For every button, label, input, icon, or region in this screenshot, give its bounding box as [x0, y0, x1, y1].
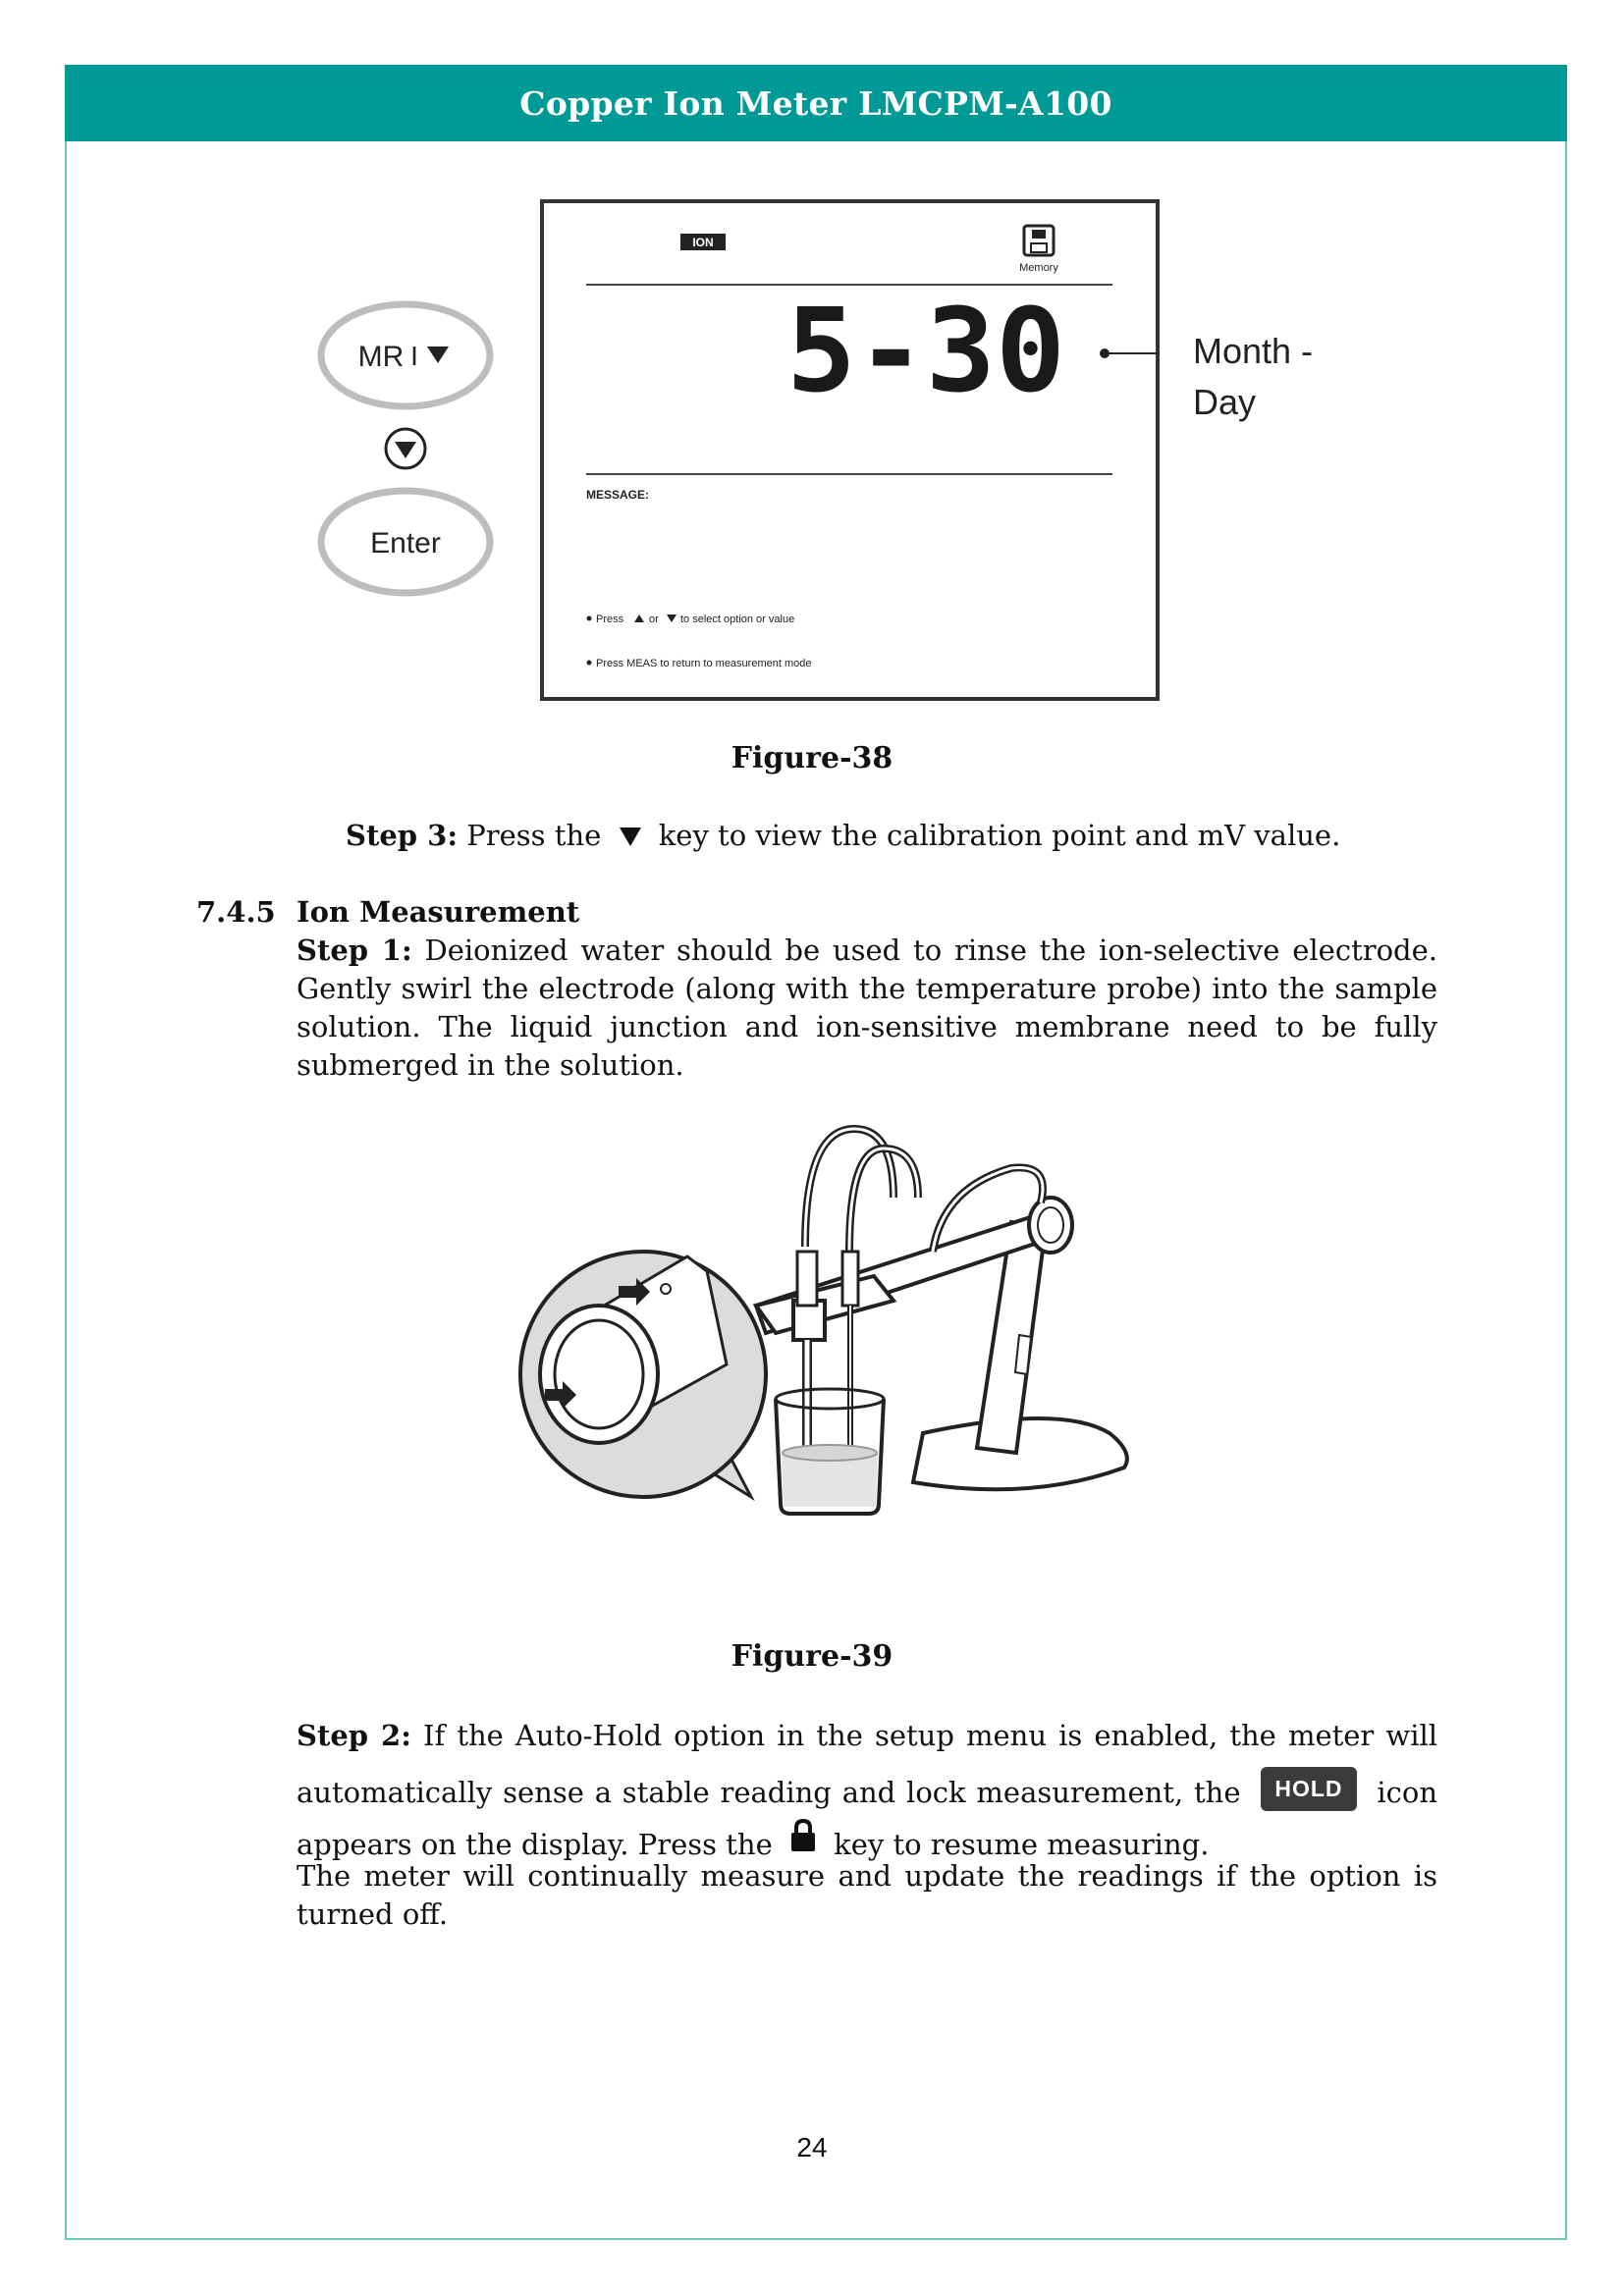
callout-month: Month - [1193, 331, 1314, 371]
hint1-or: or [649, 614, 659, 625]
hold-icon: HOLD [1261, 1767, 1356, 1811]
step1-text: Deionized water should be used to rinse the ion-selective electrode. Gently swirl the electrode (along with the temperature probe) into the sample solution. The liquid junction and ion-sensitive membrane need to be fully submerged in the solution. [297, 934, 1437, 1082]
enter-label: Enter [370, 527, 441, 560]
step2-line1 [297, 1717, 1437, 1755]
step3-text-after: key to view the calibration point and mV value. [658, 819, 1341, 852]
step2-line3-text: appears on the display. Press the [297, 1828, 773, 1861]
hint2: Press MEAS to return to measurement mode [596, 658, 812, 669]
down-arrow-circle-icon [386, 429, 425, 468]
figure-39 [481, 1109, 1159, 1590]
lcd-screen [542, 201, 1158, 699]
hint1-suffix: to select option or value [680, 614, 795, 625]
step2-line2-end: icon [1377, 1776, 1438, 1809]
step2-line2-text: automatically sense a stable reading and lock measurement, the [297, 1776, 1241, 1809]
message-label: MESSAGE: [586, 488, 650, 502]
figure-38 [295, 187, 1375, 717]
section-title: Ion Measurement [297, 895, 580, 929]
figure-38-illustration [295, 187, 1375, 717]
memory-label: Memory [1019, 262, 1058, 274]
callout-day: Day [1193, 382, 1257, 422]
step2-label: Step 2: [297, 1719, 411, 1752]
step2-line1-text: If the Auto-Hold option in the setup menu is enabled, the meter will [423, 1719, 1438, 1752]
lock-icon [789, 1819, 817, 1852]
mr-button [321, 304, 490, 406]
lcd-reading: 5-30 [785, 283, 1065, 418]
step3-paragraph [346, 817, 1426, 855]
header-title: Copper Ion Meter LMCPM-A100 [519, 83, 1112, 123]
hint1-prefix: Press [596, 614, 624, 625]
mr-separator: I [410, 341, 418, 371]
figure-39-caption: Figure-39 [731, 1639, 893, 1674]
page-header [65, 65, 1567, 141]
figure-38-caption: Figure-38 [731, 741, 893, 775]
step1-paragraph [297, 932, 1437, 1085]
step2-line2 [297, 1767, 1437, 1812]
down-triangle-icon [619, 826, 642, 847]
step3-label: Step 3: [346, 819, 459, 852]
section-number: 7.4.5 [196, 895, 276, 929]
mr-label: MR [357, 341, 405, 373]
page-number: 24 [796, 2132, 828, 2163]
step1-label: Step 1: [297, 934, 412, 967]
step2-line4: The meter will continually measure and update the readings if the option is turned off. [297, 1859, 1437, 1931]
enter-button [321, 491, 490, 593]
ion-badge: ION [692, 236, 714, 249]
step2-line3-end: key to resume measuring. [834, 1828, 1210, 1861]
figure-39-illustration [481, 1109, 1159, 1590]
step3-text-before: Press the [466, 819, 602, 852]
